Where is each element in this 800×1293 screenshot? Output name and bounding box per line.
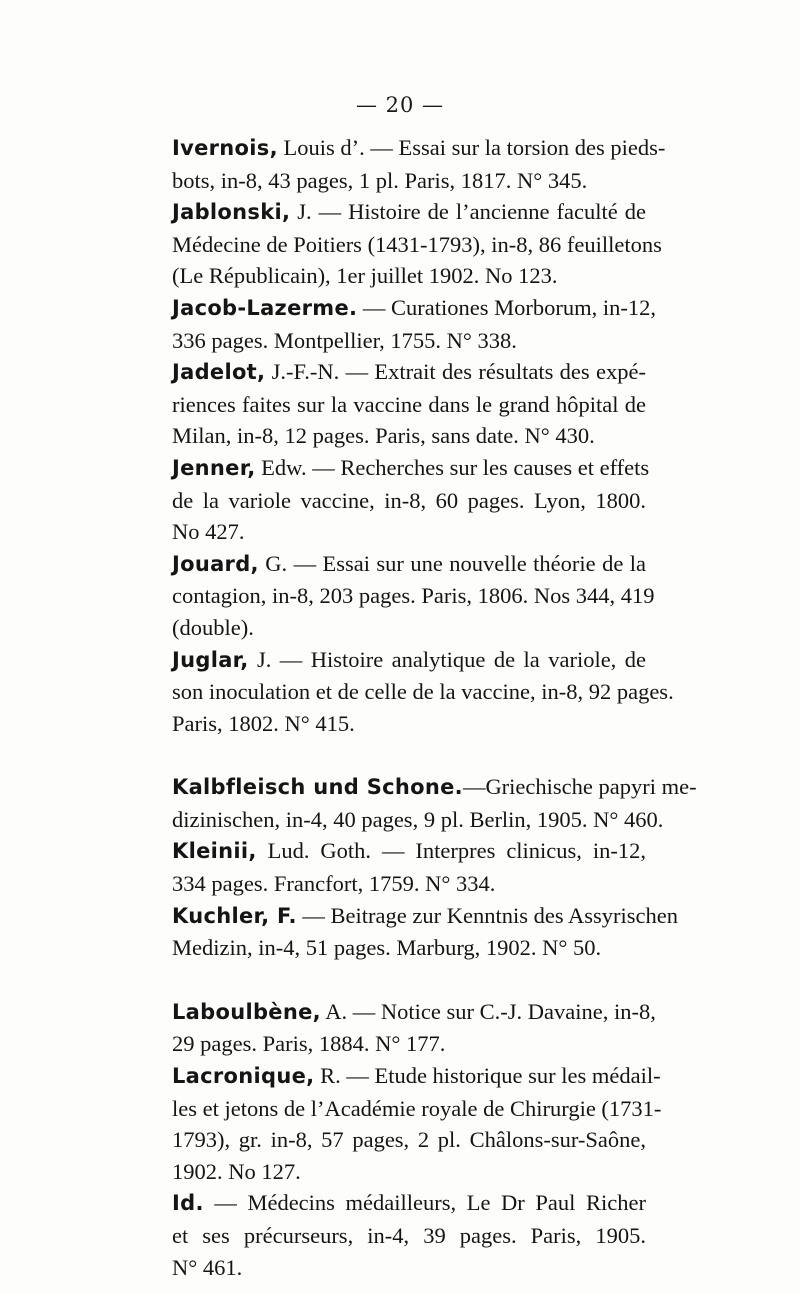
entry-line <box>172 868 646 900</box>
entry-text: Milan, in-8, 12 pages. Paris, sans date. N° 430. <box>172 423 595 449</box>
entry-text: 334 pages. Francfort, 1759. N° 334. <box>172 871 496 897</box>
entry-line <box>172 612 646 644</box>
entry-line <box>172 165 646 197</box>
entry-line <box>172 196 646 229</box>
entry-author: Jenner, <box>172 455 256 480</box>
entry-line <box>172 1187 646 1220</box>
entry-line <box>172 1252 646 1284</box>
bibliography-entry <box>172 996 656 1060</box>
entry-text: No 427. <box>172 519 245 545</box>
entry-text: N° 461. <box>172 1254 243 1280</box>
entry-line <box>172 452 650 485</box>
entry-text: (Le Républicain), 1er juillet 1902. No 123. <box>172 263 558 289</box>
section-gap <box>172 964 646 996</box>
entry-text: bots, in-8, 43 pages, 1 pl. Paris, 1817. N° 345. <box>172 167 588 193</box>
entry-line <box>172 996 656 1029</box>
entry-author: Jacob-Lazerme. <box>172 295 358 320</box>
entry-text: Medizin, in-4, 51 pages. Marburg, 1902. N° 50. <box>172 935 602 961</box>
entry-line <box>172 580 655 612</box>
entry-author: Ivernois, <box>172 136 278 160</box>
entry-line <box>172 644 646 677</box>
entry-line <box>172 548 646 581</box>
entry-line <box>172 485 646 517</box>
entry-line <box>172 356 646 389</box>
bibliography-entry <box>172 292 657 356</box>
entry-text: J. — Histoire de l’ancienne faculté de <box>290 199 646 225</box>
entry-text: — Curationes Morborum, in-12, <box>357 294 657 320</box>
bibliography-entry <box>172 900 678 964</box>
entry-text: 336 pages. Montpellier, 1755. N° 338. <box>172 327 517 353</box>
entry-text: contagion, in-8, 203 pages. Paris, 1806. Nos 344, 419 <box>172 583 655 609</box>
entry-line <box>172 1220 646 1252</box>
entry-author: Jadelot, <box>172 360 266 385</box>
entry-text: Paris, 1802. N° 415. <box>172 710 355 736</box>
entry-text: son inoculation et de celle de la vaccine, in-8, 92 pages. <box>172 679 674 705</box>
bibliography-entry <box>172 1060 662 1187</box>
page-number: — 20 — <box>355 93 445 117</box>
entry-text: — Beitrage zur Kenntnis des Assyrischen <box>296 902 678 928</box>
entry-line <box>172 389 646 421</box>
bibliography-entry <box>172 644 674 740</box>
entry-line <box>172 420 646 452</box>
entry-author: Jablonski, <box>172 200 291 225</box>
entry-text: 1793), gr. in-8, 57 pages, 2 pl. Châlons-sur-Saône, <box>172 1127 646 1153</box>
section-gap <box>172 739 646 771</box>
entry-text: A. — Notice sur C.-J. Davaine, in-8, <box>320 998 656 1024</box>
entry-text: R. — Etude historique sur les médail- <box>314 1063 661 1089</box>
entry-text: Louis d’. — Essai sur la torsion des pieds- <box>277 135 666 160</box>
entry-line <box>172 292 657 325</box>
entry-text: riences faites sur la vaccine dans le grand hôpital de <box>172 391 646 417</box>
entry-text: 29 pages. Paris, 1884. N° 177. <box>172 1031 446 1057</box>
entry-line <box>172 1028 646 1060</box>
entry-line <box>172 771 697 804</box>
entry-text: (double). <box>172 614 254 640</box>
entry-line <box>172 708 646 740</box>
entry-author: Lacronique, <box>172 1064 315 1089</box>
entry-text: —Griechische papyri me- <box>462 774 697 800</box>
bibliography-entry <box>172 356 646 452</box>
entry-author: Laboulbène, <box>172 999 321 1024</box>
entry-line <box>172 260 646 292</box>
entry-text: et ses précurseurs, in-4, 39 pages. Paris, 1905. <box>172 1223 646 1248</box>
entry-author: Kalbfleisch und Schone. <box>172 775 463 800</box>
entry-text: G. — Essai sur une nouvelle théorie de la <box>258 550 646 576</box>
bibliography-entry <box>172 771 697 835</box>
bibliography-entry <box>172 1187 646 1283</box>
entry-text: 1902. No 127. <box>172 1158 301 1184</box>
entry-text: — Médecins médailleurs, Le Dr Paul Richer <box>203 1190 646 1216</box>
entry-line <box>172 900 678 933</box>
bibliography-entry <box>172 132 666 196</box>
entry-author: Juglar, <box>172 647 249 672</box>
bibliography-entry <box>172 452 650 548</box>
entry-text: Médecine de Poitiers (1431-1793), in-8, 86 feuilletons <box>172 231 662 257</box>
entry-text: dizinischen, in-4, 40 pages, 9 pl. Berlin, 1905. N° 460. <box>172 806 664 832</box>
entry-line <box>172 132 666 165</box>
entry-text: de la variole vaccine, in-8, 60 pages. Lyon, 1800. <box>172 487 646 513</box>
bibliography-entry <box>172 548 655 644</box>
bibliography-entry <box>172 835 646 899</box>
bibliography-entry <box>172 196 662 292</box>
entry-text: J. — Histoire analytique de la variole, de <box>248 646 646 672</box>
entry-line <box>172 804 664 836</box>
entry-line <box>172 932 646 964</box>
entry-line <box>172 1156 646 1188</box>
entry-text: Edw. — Recherches sur les causes et effets <box>255 454 650 480</box>
entry-text: les et jetons de l’Académie royale de Chirurgie (1731- <box>172 1095 662 1121</box>
entry-author: Kuchler, F. <box>172 903 297 928</box>
entry-line <box>172 1093 662 1125</box>
entry-author: Jouard, <box>172 551 259 576</box>
entry-line <box>172 229 662 261</box>
entry-author: Id. <box>172 1191 204 1216</box>
entry-text: Lud. Goth. — Interpres clinicus, in-12, <box>256 838 646 864</box>
entry-line <box>172 835 646 868</box>
entry-author: Kleinii, <box>172 839 257 864</box>
entry-line <box>172 1060 661 1093</box>
entry-line <box>172 516 646 548</box>
entry-line <box>172 676 674 708</box>
entry-text: J.-F.-N. — Extrait des résultats des expé- <box>265 359 646 385</box>
entry-line <box>172 325 646 357</box>
bibliography-text <box>172 132 697 1283</box>
entry-line <box>172 1124 646 1156</box>
